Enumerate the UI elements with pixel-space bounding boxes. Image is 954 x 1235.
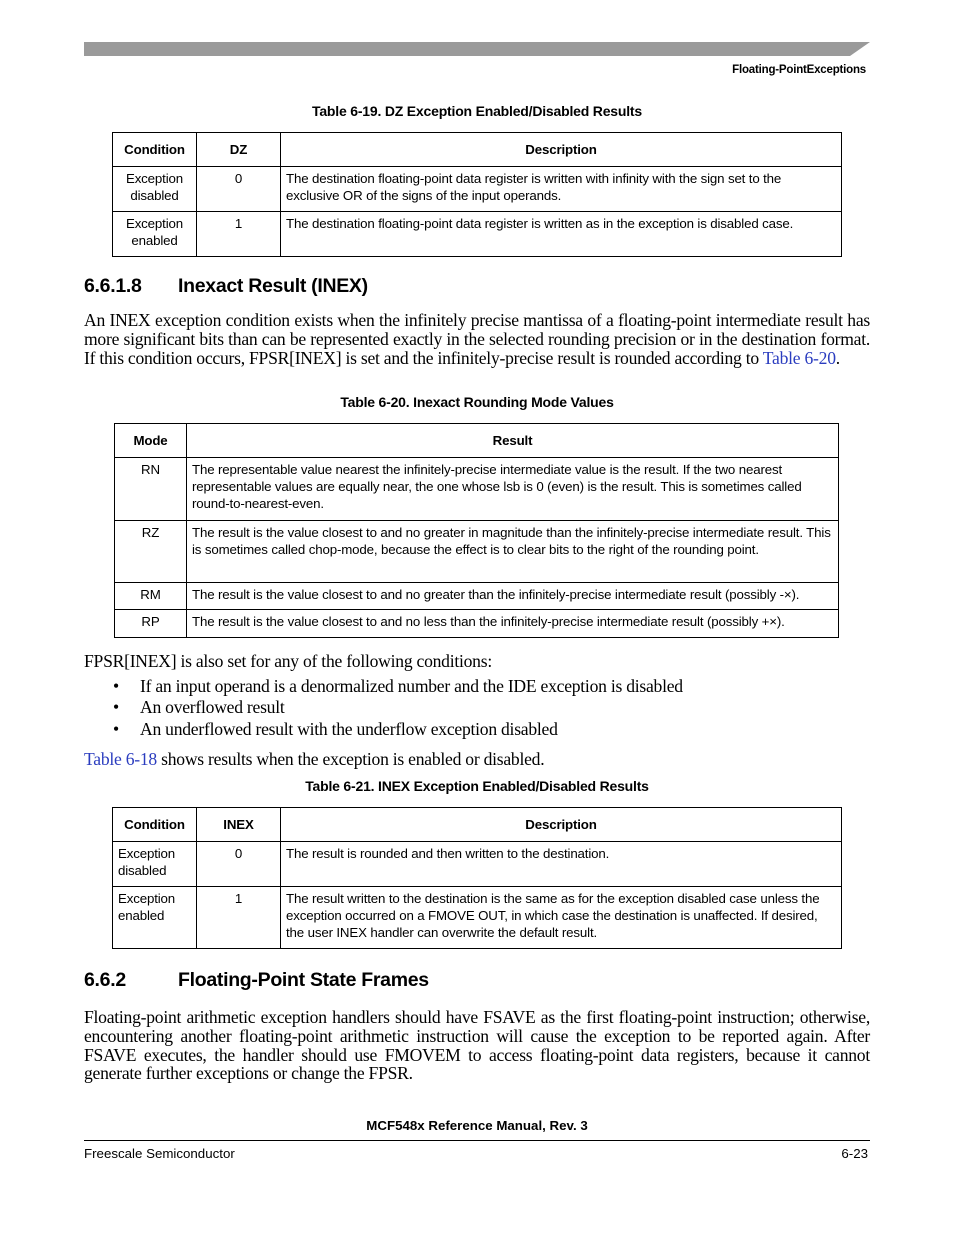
table-header-row [113, 808, 842, 842]
section-heading-662 [84, 969, 429, 992]
condition-cell: Exception disabled [113, 842, 197, 887]
table-row [115, 583, 839, 610]
table-row [115, 610, 839, 638]
table-row [115, 458, 839, 521]
table-6-21-caption: Table 6-21. INEX Exception Enabled/Disabled Results [305, 778, 649, 794]
table-ref-paragraph: Table 6-18 shows results when the exception is enabled or disabled. [84, 749, 545, 769]
condition-cell: Exception disabled [113, 167, 197, 212]
result-cell: The result is the value closest to and no less than the infinitely-precise intermediate result (possibly +×). [187, 610, 839, 638]
inex-paragraph: An INEX exception condition exists when the infinitely precise mantissa of a floating-point intermediate result has more significant bits than can be represented exactly in the selected rounding precision or in the destination format. If this condition occurs, FPSR[INEX] is set and the infinitely-precise result is rounded according to Table 6-20. [84, 310, 870, 368]
table-row [113, 212, 842, 257]
column-header: DZ [197, 133, 281, 167]
conditions-list [84, 676, 870, 740]
footer-manual-title: MCF548x Reference Manual, Rev. 3 [366, 1118, 588, 1133]
table-row [115, 521, 839, 583]
result-cell: The result is the value closest to and no greater in magnitude than the infinitely-precise intermediate result. This is sometimes called chop-mode, because the effect is to clear bits to the right of the rounding point. [187, 521, 839, 583]
table-6-20-caption: Table 6-20. Inexact Rounding Mode Values [340, 394, 614, 410]
section-heading-6618 [84, 275, 368, 298]
description-cell: The destination floating-point data register is written as in the exception is disabled case. [281, 212, 842, 257]
column-header: Description [281, 808, 842, 842]
table-row [113, 842, 842, 887]
mode-cell: RZ [115, 521, 187, 583]
section-number: 6.6.1.8 [84, 275, 142, 297]
column-header: Description [281, 133, 842, 167]
result-cell: The representable value nearest the infinitely-precise intermediate value is the result. If the two nearest representable values are equally near, the one whose lsb is 0 (even) is the result. This is sometimes called round-to-nearest-even. [187, 458, 839, 521]
state-frames-paragraph: Floating-point arithmetic exception handlers should have FSAVE as the first floating-point instruction; otherwise, encountering another floating-point arithmetic instruction will cause the exception to be reported again. After FSAVE executes, the handler should use FMOVEM to access floating-point data registers, because it cannot generate further exceptions or change the FPSR. [84, 1007, 870, 1084]
column-header: INEX [197, 808, 281, 842]
list-item: • An overflowed result [84, 697, 870, 718]
section-title: Floating-Point State Frames [178, 969, 429, 991]
list-item: • If an input operand is a denormalized number and the IDE exception is disabled [84, 676, 870, 697]
value-cell: 1 [197, 887, 281, 949]
column-header: Condition [113, 808, 197, 842]
result-cell: The result is the value closest to and no greater than the infinitely-precise intermediate result (possibly -×). [187, 583, 839, 610]
column-header: Condition [113, 133, 197, 167]
conditions-intro: FPSR[INEX] is also set for any of the following conditions: [84, 651, 492, 671]
description-cell: The result is rounded and then written to the destination. [281, 842, 842, 887]
table-6-18-link[interactable]: Table 6-18 [84, 749, 157, 769]
table-6-21 [112, 807, 842, 949]
footer-divider [84, 1140, 870, 1141]
description-cell: The destination floating-point data register is written with infinity with the sign set to the exclusive OR of the signs of the input operands. [281, 167, 842, 212]
table-header-row [113, 133, 842, 167]
table-row [113, 887, 842, 949]
running-head: Floating-PointExceptions [732, 64, 866, 76]
mode-cell: RN [115, 458, 187, 521]
description-cell: The result written to the destination is the same as for the exception disabled case unless the exception occurred on a FMOVE OUT, in which case the destination is unaffected. If desired, the user INEX handler can overwrite the default result. [281, 887, 842, 949]
mode-cell: RP [115, 610, 187, 638]
value-cell: 1 [197, 212, 281, 257]
table-row [113, 167, 842, 212]
footer-company: Freescale Semiconductor [84, 1146, 235, 1161]
mode-cell: RM [115, 583, 187, 610]
value-cell: 0 [197, 842, 281, 887]
condition-cell: Exception enabled [113, 887, 197, 949]
condition-cell: Exception enabled [113, 212, 197, 257]
table-6-19 [112, 132, 842, 257]
table-6-20-link[interactable]: Table 6-20 [762, 347, 836, 368]
column-header: Mode [115, 424, 187, 458]
page-number: 6-23 [841, 1146, 868, 1161]
section-number: 6.6.2 [84, 969, 126, 991]
header-bar [84, 42, 870, 56]
section-title: Inexact Result (INEX) [178, 275, 368, 297]
table-6-19-caption: Table 6-19. DZ Exception Enabled/Disabled Results [312, 103, 642, 119]
table-6-20 [114, 423, 839, 638]
column-header: Result [187, 424, 839, 458]
value-cell: 0 [197, 167, 281, 212]
table-header-row [115, 424, 839, 458]
list-item: • An underflowed result with the underflow exception disabled [84, 719, 870, 740]
